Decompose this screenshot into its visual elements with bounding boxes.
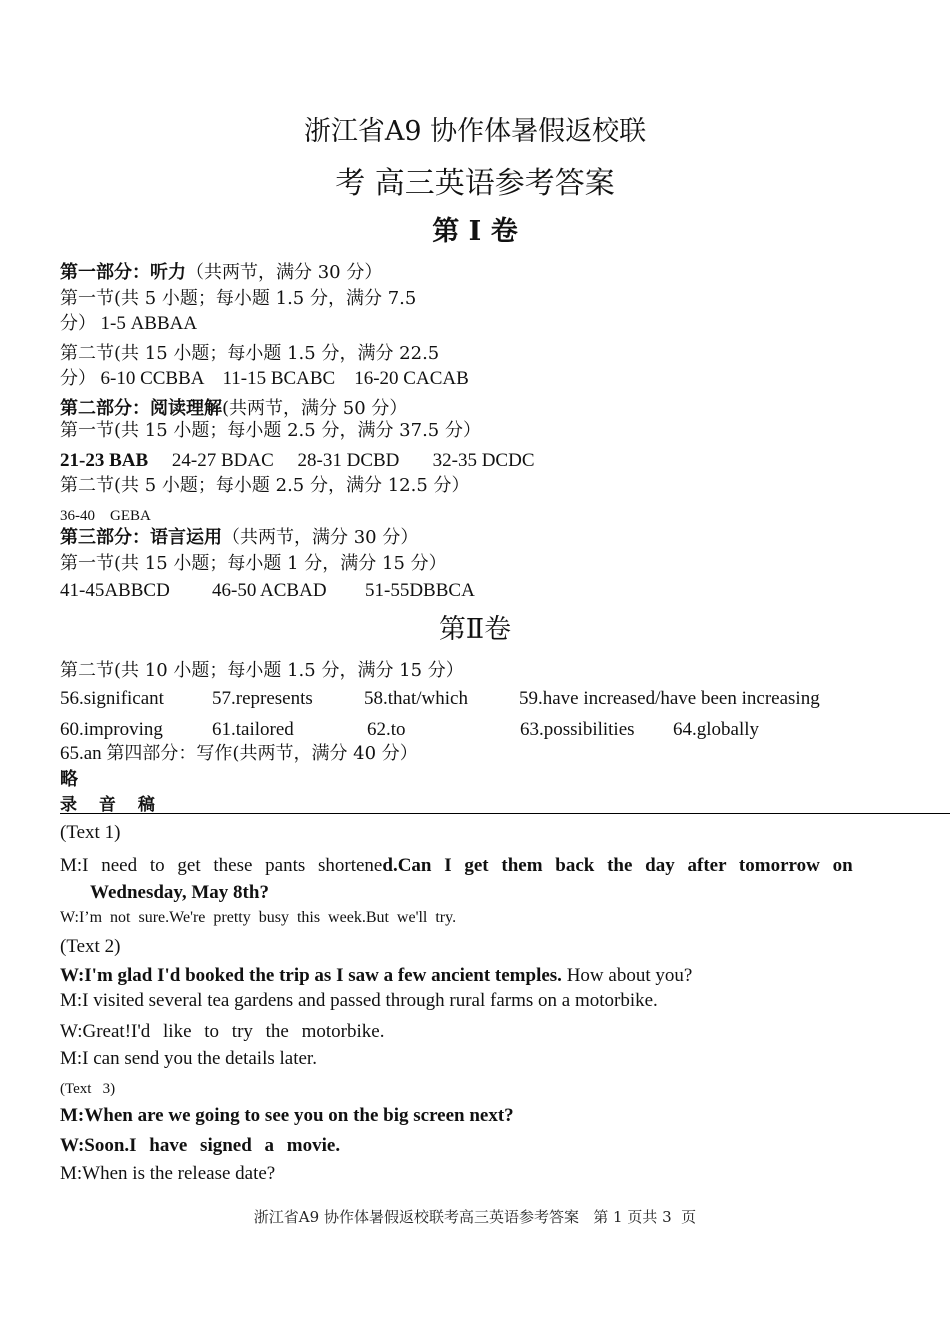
text3-m2-line: M:When is the release date? (60, 1163, 276, 1184)
text2-w2-line: W:Great!I'd like to try the motorbike. (60, 1021, 385, 1042)
part1-sec1-desc: 第一节(共 5 小题；每小题 1.5 分，满分 7.5 (60, 288, 417, 309)
part1-heading (60, 262, 382, 284)
text1-m-line (60, 855, 853, 878)
transcript-heading: 录 音 稿 (60, 795, 163, 815)
volume-1-heading: 第 I 卷 (432, 216, 518, 247)
part4-heading: 第四部分：写作(共两节，满分 40 分） (106, 743, 418, 764)
text2-w-line (60, 965, 692, 988)
answer-65: 65.an (60, 743, 102, 764)
writing-omitted (60, 769, 78, 791)
part2-answers-bold: 21-23 BAB (60, 450, 149, 471)
part1-sec1-answers: 1-5 ABBAA (100, 313, 198, 334)
answer-63: 63.possibilities (520, 719, 635, 740)
text3-m-bold: M:When are we going to see you on the big screen next? (60, 1105, 514, 1126)
part2-sec1-answers (60, 450, 535, 473)
page-footer: 浙江省A9 协作体暑假返校联考高三英语参考答案 第 1 页共 3 页 (253, 1208, 697, 1226)
title-line-2: 考 高三英语参考答案 (335, 166, 615, 201)
part1-sec1-desc-end: 分） (60, 313, 96, 334)
text3-label: (Text 3) (60, 1081, 116, 1097)
part3-title: 第三部分：语言运用 (60, 527, 222, 548)
answer-57: 57.represents (212, 688, 313, 709)
part3-sec2-desc: 第二节(共 10 小题；每小题 1.5 分，满分 15 分） (60, 660, 464, 681)
answer-group-46-50: 46-50 ACBAD (212, 580, 327, 601)
text3-w-bold: W:Soon.I have signed a movie. (60, 1135, 341, 1156)
answer-group-51-55: 51-55DBBCA (365, 580, 475, 601)
text1-m-normal: M:I need to get these pants shortene (60, 855, 383, 876)
text3-w-line (60, 1135, 340, 1158)
part2-heading (60, 398, 407, 420)
answer-58: 58.that/which (364, 688, 468, 709)
text1-label: (Text 1) (60, 822, 121, 843)
cloze-answers-row-3 (60, 743, 418, 766)
part1-sec1-answers-line (60, 313, 197, 336)
part2-title: 第二部分：阅读理解 (60, 398, 222, 419)
part1-sec2-desc-end: 分） (60, 368, 96, 389)
part3-heading (60, 527, 418, 549)
omitted-text: 略 (60, 769, 78, 790)
part2-sec2-desc: 第二节(共 5 小题；每小题 2.5 分，满分 12.5 分） (60, 475, 470, 496)
title-line-1: 浙江省A9 协作体暑假返校联 (303, 116, 647, 147)
text3-m-line (60, 1105, 514, 1128)
volume-2-heading: 第Ⅱ卷 (438, 614, 512, 645)
answer-group-41-45: 41-45ABBCD (60, 580, 170, 601)
part3-note: （共两节，满分 30 分） (222, 527, 419, 548)
part3-sec1-desc: 第一节(共 15 小题；每小题 1 分，满分 15 分） (60, 553, 447, 574)
answer-59: 59.have increased/have been increasing (519, 688, 820, 709)
answer-62: 62.to (367, 719, 406, 740)
transcript-divider (60, 813, 950, 814)
part1-title: 第一部分：听力 (60, 262, 186, 283)
text2-w-rest: How about you? (561, 965, 693, 986)
answer-64: 64.globally (673, 719, 760, 740)
text2-m-line: M:I visited several tea gardens and passed through rural farms on a motorbike. (60, 990, 658, 1011)
text2-w-bold: W:I'm glad I'd booked the trip as I saw a few ancient temples. (60, 965, 562, 986)
answer-56: 56.significant (60, 688, 164, 709)
part1-sec2-desc: 第二节(共 15 小题；每小题 1.5 分，满分 22.5 (60, 343, 440, 364)
part1-sec2-answers: 6-10 CCBBA 11-15 BCABC 16-20 CACAB (100, 368, 469, 389)
part2-sec2-answers: 36-40 GEBA (60, 508, 151, 524)
part1-sec2-answers-line (60, 368, 469, 391)
text2-m2-line: M:I can send you the details later. (60, 1048, 317, 1069)
part2-note: (共两节，满分 50 分） (222, 398, 408, 419)
part2-answers-rest: 24-27 BDAC 28-31 DCBD 32-35 DCDC (171, 450, 535, 471)
text1-m-bold: d.Can I get them back the day after tomorrow on (382, 855, 853, 876)
text1-m-line-2 (90, 882, 269, 905)
text2-label: (Text 2) (60, 936, 121, 957)
text1-w-line: W:I’m not sure.We're pretty busy this week.But we'll try. (60, 909, 457, 926)
part1-note: （共两节，满分 30 分） (186, 262, 383, 283)
answer-61: 61.tailored (212, 719, 294, 740)
part2-sec1-desc: 第一节(共 15 小题；每小题 2.5 分，满分 37.5 分） (60, 420, 481, 441)
text1-m-bold-2: Wednesday, May 8th? (90, 882, 269, 903)
answer-60: 60.improving (60, 719, 163, 740)
